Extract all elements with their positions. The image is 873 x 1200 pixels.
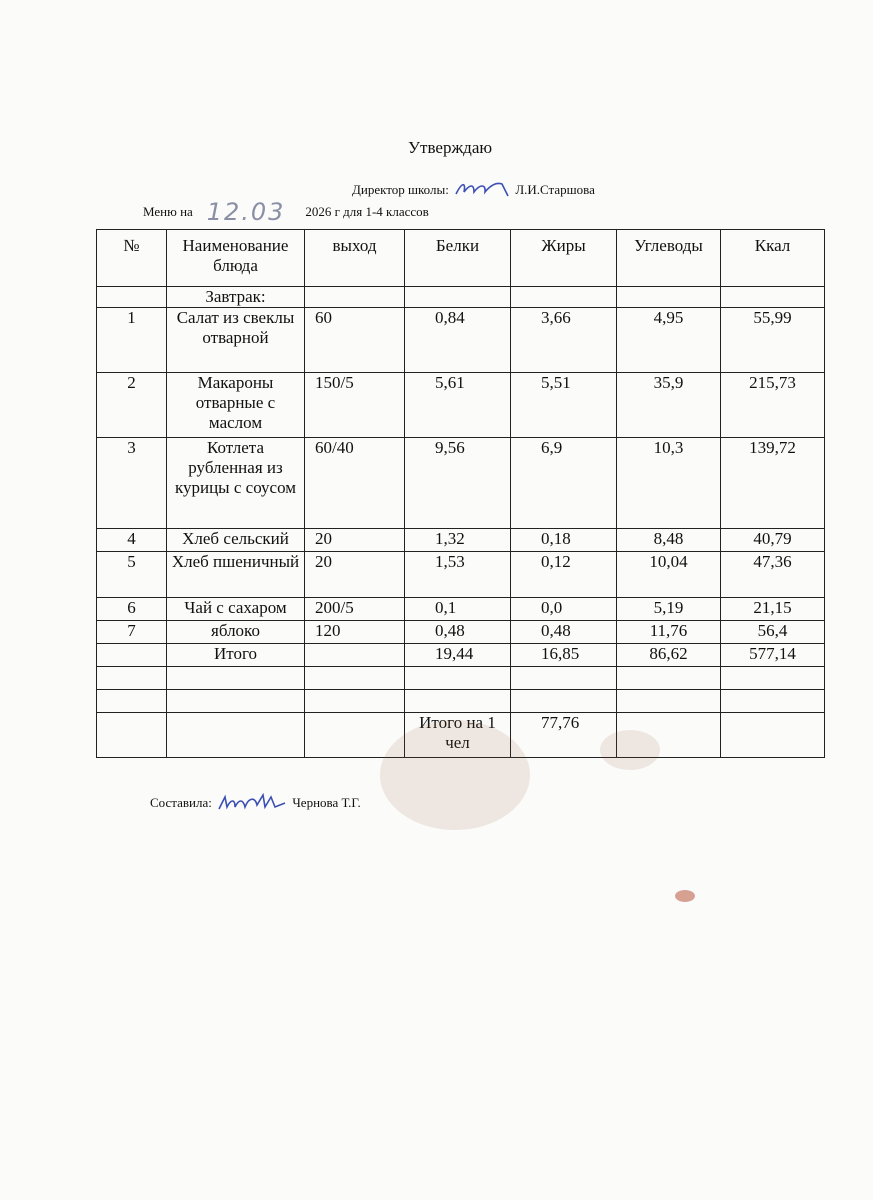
total-carbs: 86,62: [617, 644, 721, 667]
row-num: 5: [97, 552, 167, 598]
stain-mark: [380, 720, 530, 830]
row-kcal: 55,99: [721, 308, 825, 373]
row-protein: 0,1: [405, 598, 511, 621]
row-carbs: 11,76: [617, 621, 721, 644]
row-carbs: 8,48: [617, 529, 721, 552]
header-num: №: [97, 230, 167, 287]
table-row: [97, 552, 825, 598]
header-kcal: Ккал: [721, 230, 825, 287]
row-protein: 1,53: [405, 552, 511, 598]
row-name: Хлеб сельский: [167, 529, 305, 552]
table-row: [97, 308, 825, 373]
approve-heading: Утверждаю: [408, 138, 493, 157]
table-header-row: [97, 230, 825, 287]
row-num: 6: [97, 598, 167, 621]
table-cell: [305, 690, 405, 713]
table-cell: [721, 713, 825, 758]
row-name: яблоко: [167, 621, 305, 644]
table-cell: [511, 690, 617, 713]
row-carbs: 4,95: [617, 308, 721, 373]
row-carbs: 35,9: [617, 373, 721, 438]
table-cell: [617, 690, 721, 713]
table-cell: [97, 690, 167, 713]
table-cell: [305, 667, 405, 690]
row-output: 150/5: [305, 373, 405, 438]
table-row: [97, 373, 825, 438]
table-cell: [405, 287, 511, 308]
table-cell: [511, 667, 617, 690]
table-cell: [511, 287, 617, 308]
row-kcal: 215,73: [721, 373, 825, 438]
table-cell: [617, 667, 721, 690]
table-cell: [97, 667, 167, 690]
row-fat: 5,51: [511, 373, 617, 438]
row-kcal: 40,79: [721, 529, 825, 552]
table-cell: [721, 287, 825, 308]
table-row: [97, 621, 825, 644]
menu-label: Меню на: [143, 204, 193, 219]
director-name: Л.И.Старшова: [515, 182, 595, 197]
total-label: Итого: [167, 644, 305, 667]
row-fat: 0,0: [511, 598, 617, 621]
row-output: 60/40: [305, 438, 405, 529]
table-cell: [305, 287, 405, 308]
row-num: 1: [97, 308, 167, 373]
row-fat: 0,12: [511, 552, 617, 598]
per-person-value: 77,76: [511, 713, 617, 758]
table-cell: [167, 690, 305, 713]
compiled-name: Чернова Т.Г.: [292, 795, 361, 810]
stain-mark: [600, 730, 660, 770]
row-output: 20: [305, 529, 405, 552]
row-carbs: 10,3: [617, 438, 721, 529]
table-cell: [305, 644, 405, 667]
header-carbs: Углеводы: [617, 230, 721, 287]
row-fat: 0,18: [511, 529, 617, 552]
table-cell: [97, 287, 167, 308]
row-name: Салат из свеклы отварной: [167, 308, 305, 373]
row-fat: 6,9: [511, 438, 617, 529]
compiler-signature: [215, 793, 289, 813]
table-row: [97, 438, 825, 529]
meal-row: [97, 287, 825, 308]
row-fat: 3,66: [511, 308, 617, 373]
row-num: 7: [97, 621, 167, 644]
row-name: Макароны отварные с маслом: [167, 373, 305, 438]
compiled-label: Составила:: [150, 795, 212, 810]
per-person-label: Итого на 1 чел: [405, 713, 511, 758]
row-protein: 0,84: [405, 308, 511, 373]
table-cell: [167, 667, 305, 690]
table-cell: [405, 667, 511, 690]
table-row: [97, 598, 825, 621]
blank-row: [97, 690, 825, 713]
total-fat: 16,85: [511, 644, 617, 667]
row-kcal: 47,36: [721, 552, 825, 598]
row-carbs: 5,19: [617, 598, 721, 621]
row-carbs: 10,04: [617, 552, 721, 598]
table-cell: [617, 287, 721, 308]
header-protein: Белки: [405, 230, 511, 287]
table-cell: [97, 644, 167, 667]
menu-date: 12.03: [206, 198, 286, 226]
menu-table: [96, 229, 825, 758]
meal-label: Завтрак:: [167, 287, 305, 308]
table-cell: [721, 667, 825, 690]
row-output: 60: [305, 308, 405, 373]
row-protein: 9,56: [405, 438, 511, 529]
table-row: [97, 529, 825, 552]
row-name: Чай с сахаром: [167, 598, 305, 621]
menu-year-classes: 2026 г для 1-4 классов: [305, 204, 429, 219]
row-num: 4: [97, 529, 167, 552]
row-name: Котлета рубленная из курицы с соусом: [167, 438, 305, 529]
row-num: 3: [97, 438, 167, 529]
row-protein: 0,48: [405, 621, 511, 644]
row-name: Хлеб пшеничный: [167, 552, 305, 598]
director-line: [352, 180, 595, 198]
header-name: Наименование блюда: [167, 230, 305, 287]
director-label: Директор школы:: [352, 182, 449, 197]
total-row: [97, 644, 825, 667]
menu-line: [143, 198, 429, 226]
director-signature: [452, 180, 512, 198]
row-protein: 5,61: [405, 373, 511, 438]
row-fat: 0,48: [511, 621, 617, 644]
table-cell: [167, 713, 305, 758]
stain-mark: [675, 890, 695, 902]
row-output: 20: [305, 552, 405, 598]
header-output: выход: [305, 230, 405, 287]
row-output: 120: [305, 621, 405, 644]
table-cell: [721, 690, 825, 713]
row-protein: 1,32: [405, 529, 511, 552]
row-kcal: 56,4: [721, 621, 825, 644]
compiled-line: [150, 793, 361, 813]
row-num: 2: [97, 373, 167, 438]
blank-row: [97, 667, 825, 690]
table-cell: [97, 713, 167, 758]
total-protein: 19,44: [405, 644, 511, 667]
table-cell: [405, 690, 511, 713]
row-output: 200/5: [305, 598, 405, 621]
row-kcal: 21,15: [721, 598, 825, 621]
header-fat: Жиры: [511, 230, 617, 287]
row-kcal: 139,72: [721, 438, 825, 529]
total-kcal: 577,14: [721, 644, 825, 667]
